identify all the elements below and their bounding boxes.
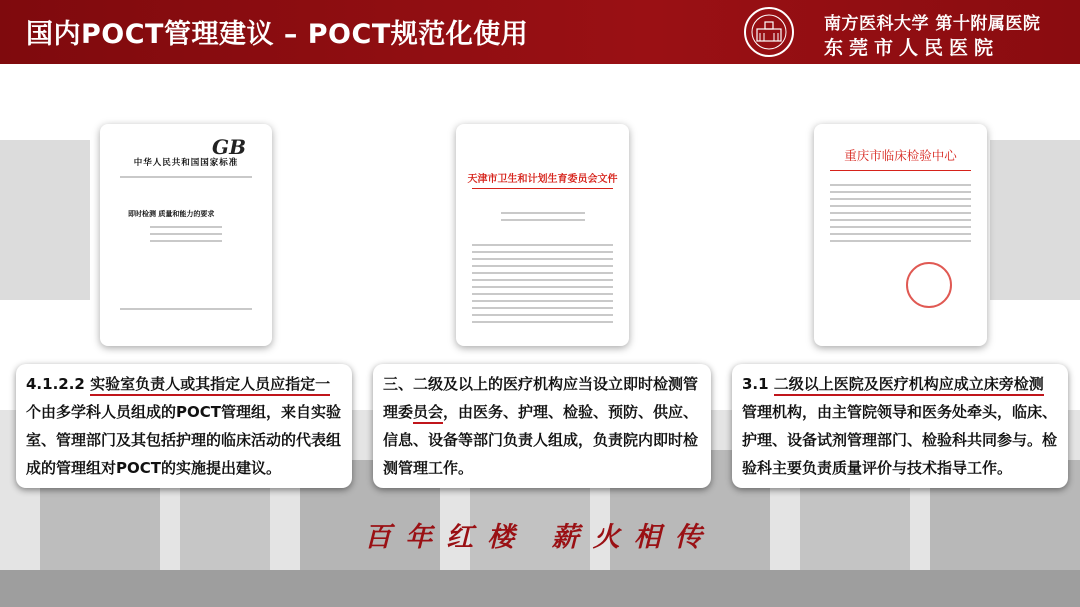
- doc-text-lines: [472, 244, 613, 328]
- policy-card-prefix: 4.1.2.2: [26, 375, 91, 393]
- doc-red-rule: [472, 188, 613, 189]
- header-bar: [0, 0, 1080, 64]
- policy-card-gb: [16, 364, 352, 488]
- tianjin-doc-heading: 天津市卫生和计划生育委员会文件: [467, 174, 618, 185]
- doc-red-rule: [830, 170, 971, 171]
- hospital-name-line2: 东莞市人民医院: [824, 37, 1000, 59]
- policy-card-body: ，由医务、护理、检验、预防、供应、信息、设备等部门负责人组成，负责院内即时检测管理工作。: [383, 403, 699, 477]
- doc-text-lines: [501, 212, 585, 226]
- doc-rule-line: [120, 308, 252, 315]
- policy-card-highlight: 二级以上医院及医疗机构应成立床旁检测: [773, 375, 1044, 393]
- chongqing-notice-document-image: [814, 124, 987, 346]
- policy-card-chongqing: [732, 364, 1068, 488]
- doc-rule-line: [120, 176, 252, 183]
- red-stamp-icon: [906, 262, 952, 308]
- hospital-name-line1: 南方医科大学 第十附属医院: [824, 14, 1041, 34]
- policy-card-prefix: 三、: [383, 375, 414, 393]
- policy-card-highlight: 实验室负责人或其指定人员应指定一: [90, 375, 331, 393]
- policy-card-tianjin: [373, 364, 711, 488]
- policy-card-body: 管理机构，由主管院领导和医务处牵头，临床、护理、设备试剂管理部门、检验科共同参与。检验科主要负责质量评价与技术指导工作。: [742, 403, 1058, 477]
- gb-standard-heading: 中华人民共和国国家标准: [133, 158, 239, 168]
- policy-card-body: 个由多学科人员组成的POCT管理组，来自实验室、管理部门及其包括护理的临床活动的代表组成的管理组对POCT的实施提出建议。: [26, 403, 342, 477]
- page-title: 国内POCT管理建议 – POCT规范化使用: [26, 19, 529, 50]
- tianjin-notice-document-image: [456, 124, 629, 346]
- doc-text-lines: [150, 226, 222, 247]
- footer-slogan: 百年红楼 薪火相传: [364, 522, 716, 553]
- chongqing-doc-heading: 重庆市临床检验中心: [844, 148, 957, 163]
- policy-card-highlight: 二级及以上的医疗机构应当设立即时检测管理委员会: [383, 375, 699, 421]
- doc-text-lines: [830, 184, 971, 247]
- hospital-seal-icon: [744, 7, 794, 57]
- gb-logo: GB: [212, 135, 246, 159]
- gb-standard-name: 即时检测 质量和能力的要求: [128, 210, 215, 218]
- policy-card-text: [742, 370, 1058, 482]
- policy-card-text: [383, 370, 701, 482]
- policy-card-text: [26, 370, 342, 482]
- policy-card-prefix: 3.1: [742, 375, 774, 393]
- gb-standard-document-image: [100, 124, 272, 346]
